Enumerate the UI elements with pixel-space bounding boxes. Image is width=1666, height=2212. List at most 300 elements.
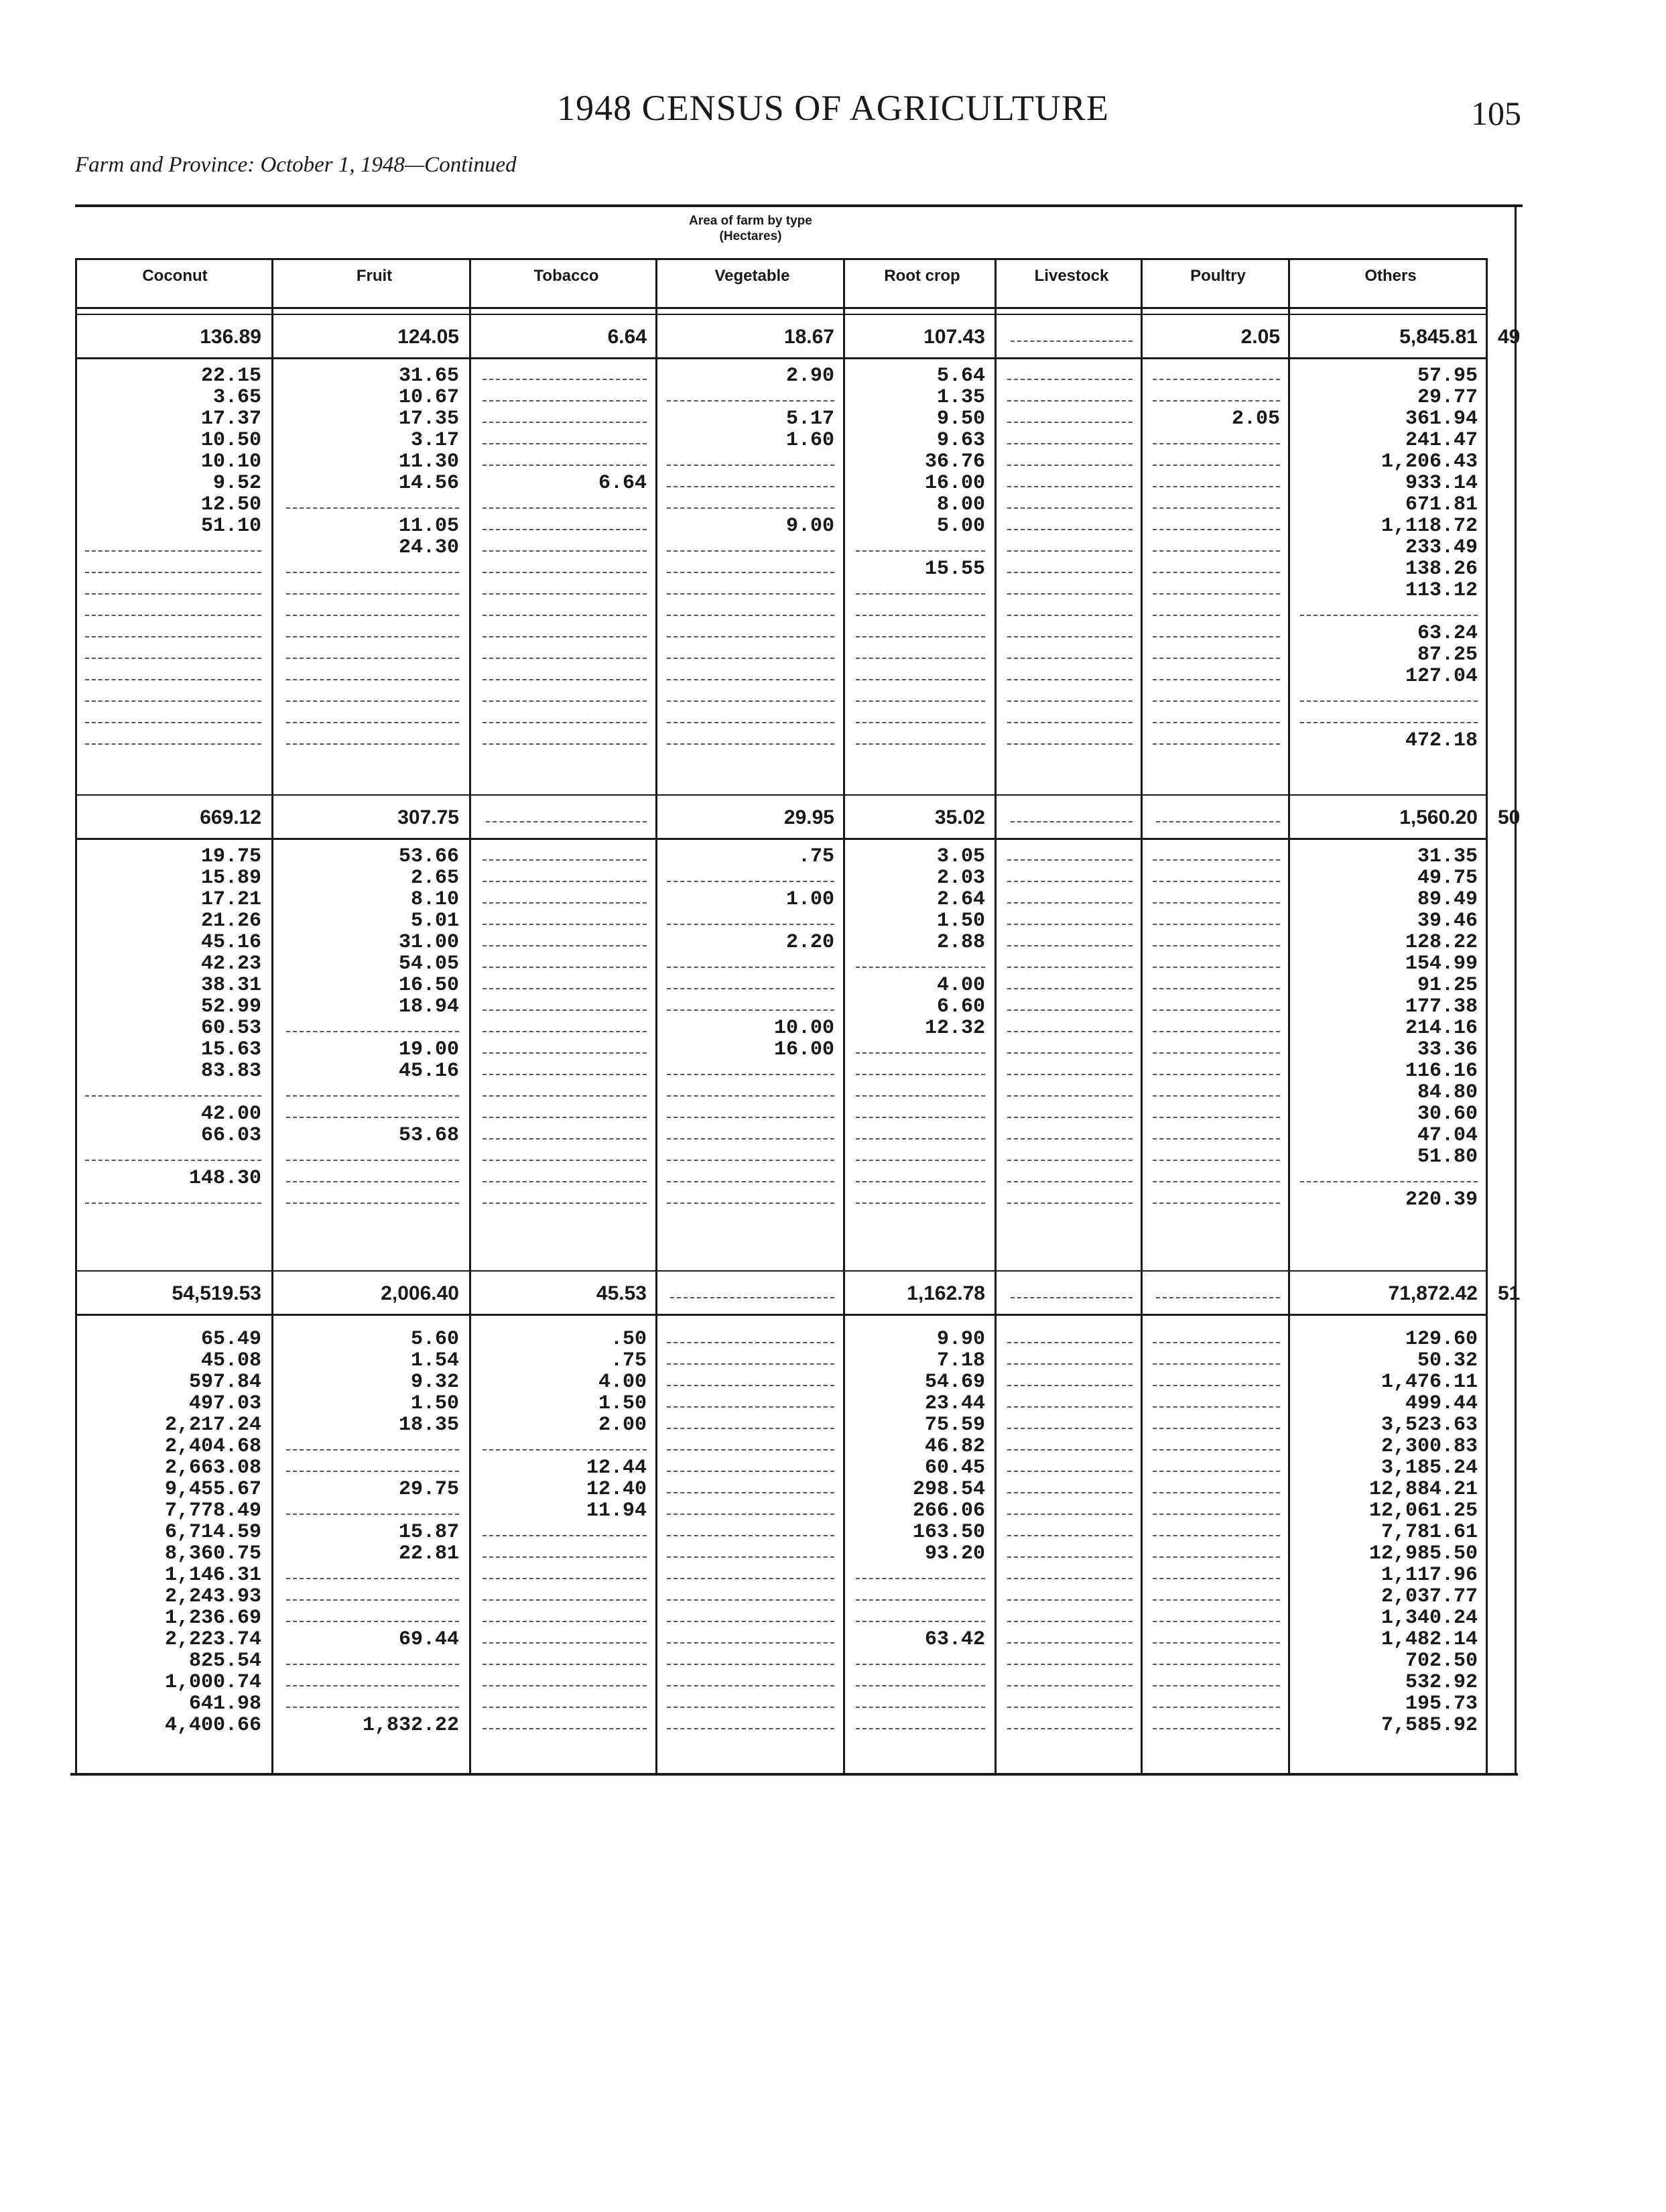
leader-fruit [286,1160,459,1161]
leader-vegetable [667,924,834,925]
section-row-number: 51 [1498,1282,1521,1304]
leader-fruit [286,743,459,745]
leader-fruit [286,1031,459,1032]
leader-vegetable [667,722,834,723]
cell-coconut: 641.98 [188,1693,261,1715]
cell-others: 361.94 [1405,408,1478,430]
leader-livestock [1007,1138,1133,1140]
total-root-crop: 35.02 [934,806,985,828]
cell-others: 3,185.24 [1381,1457,1478,1479]
page-number: 105 [1471,95,1521,132]
leader-livestock [1007,658,1133,659]
leader-poultry [1153,700,1280,702]
leader-tobacco [483,615,647,616]
leader-poultry [1153,1009,1280,1011]
leader-fruit [286,1449,459,1451]
cell-fruit: 1,832.22 [362,1714,459,1737]
leader-poultry [1153,679,1280,680]
leader-root-crop [856,1578,985,1579]
leader-livestock [1007,1664,1133,1665]
leader-vegetable [667,593,834,595]
leader-livestock [1007,1031,1133,1032]
cell-coconut: 65.49 [200,1328,261,1351]
leader-vegetable [667,881,834,882]
cell-others: 113.12 [1405,579,1478,602]
leader-tobacco [483,945,647,946]
cell-others: 1,118.72 [1381,515,1478,538]
cell-vegetable: 10.00 [773,1017,834,1040]
right-margin-rule [1515,204,1517,1773]
cell-fruit: 5.60 [410,1328,459,1351]
cell-others: 220.39 [1405,1188,1478,1211]
leader-tobacco [483,658,647,659]
leader-tobacco [483,1449,647,1451]
cell-others: 50.32 [1417,1349,1478,1372]
leader-poultry [1153,379,1280,380]
cell-coconut: 6,714.59 [164,1521,261,1544]
leader-fruit [286,1514,459,1515]
cell-coconut: 66.03 [200,1124,261,1147]
leader-tobacco [483,1728,647,1729]
cell-fruit: 14.56 [398,472,459,495]
total-tobacco: 6.64 [607,326,647,348]
leader-others [1300,615,1478,616]
cell-root-crop: 60.45 [924,1457,985,1479]
cell-root-crop: 8.00 [936,493,985,516]
cell-coconut: 21.26 [200,910,261,932]
leader-livestock [1007,379,1133,380]
leader-livestock [1007,1685,1133,1686]
leader-tobacco [483,859,647,861]
leader-tobacco [483,881,647,882]
cell-root-crop: 23.44 [924,1392,985,1415]
section-total-rule [75,357,1486,359]
leader-tobacco [483,443,647,444]
cell-others: 7,585.92 [1381,1714,1478,1737]
cell-root-crop: 1.50 [936,910,985,932]
leader-coconut [85,1160,261,1161]
cell-vegetable: 16.00 [773,1038,834,1061]
total-others: 1,560.20 [1399,806,1478,828]
cell-fruit: 5.01 [410,910,459,932]
leader-livestock [1007,1406,1133,1408]
leader-tobacco [483,1203,647,1204]
leader-coconut [85,1095,261,1097]
leader-livestock [1007,1621,1133,1622]
leader-root-crop [856,1095,985,1097]
leader-vegetable [667,1492,834,1493]
cell-coconut: 17.37 [200,408,261,430]
leader-livestock [1007,700,1133,702]
leader-tobacco [483,1009,647,1011]
leader-poultry [1153,881,1280,882]
leader-root-crop [856,1160,985,1161]
leader-poultry [1153,486,1280,487]
leader-poultry [1153,1685,1280,1686]
cell-root-crop: 1.35 [936,386,985,409]
header-bottom-rule [75,307,1486,309]
leader-tobacco [483,572,647,573]
cell-others: 89.49 [1417,888,1478,911]
column-rule [843,258,845,1774]
cell-root-crop: 75.59 [924,1414,985,1436]
cell-tobacco: 12.40 [586,1478,647,1501]
leader-root-crop [856,722,985,723]
leader-tobacco [483,1160,647,1161]
cell-tobacco: 2.00 [598,1414,647,1436]
leader-vegetable [667,1449,834,1451]
leader-vegetable [667,1642,834,1644]
leader-poultry [1153,1095,1280,1097]
leader-livestock [1007,1707,1133,1708]
leader-livestock [1007,1363,1133,1365]
leader-fruit [286,1117,459,1118]
cell-root-crop: 9.63 [936,429,985,452]
leader-livestock [1007,743,1133,745]
cell-others: 33.36 [1417,1038,1478,1061]
leader-root-crop [856,1181,985,1182]
empty-total-livestock [1011,341,1133,342]
column-rule [1486,258,1488,1774]
cell-vegetable: 1.60 [785,429,834,452]
cell-others: 47.04 [1417,1124,1478,1147]
leader-root-crop [856,1728,985,1729]
leader-poultry [1153,636,1280,637]
cell-root-crop: 2.64 [936,888,985,911]
cell-root-crop: 15.55 [924,558,985,580]
leader-vegetable [667,1471,834,1472]
total-coconut: 54,519.53 [172,1282,261,1304]
leader-livestock [1007,486,1133,487]
cell-others: 128.22 [1405,931,1478,954]
leader-poultry [1153,1052,1280,1054]
leader-livestock [1007,1181,1133,1182]
leader-livestock [1007,1095,1133,1097]
leader-vegetable [667,1664,834,1665]
column-header-livestock: Livestock [1034,267,1109,285]
header-rule [75,258,1486,260]
cell-others: 57.95 [1417,365,1478,387]
total-tobacco: 45.53 [596,1282,647,1304]
column-header-vegetable: Vegetable [714,267,790,285]
leader-livestock [1007,902,1133,904]
cell-others: 214.16 [1405,1017,1478,1040]
total-vegetable: 29.95 [783,806,834,828]
cell-others: 195.73 [1405,1693,1478,1715]
cell-fruit: 15.87 [398,1521,459,1544]
cell-vegetable: 5.17 [785,408,834,430]
cell-others: 2,037.77 [1381,1585,1478,1608]
span-header [643,213,858,244]
cell-coconut: 12.50 [200,493,261,516]
leader-poultry [1153,1578,1280,1579]
leader-poultry [1153,1514,1280,1515]
cell-others: 49.75 [1417,867,1478,889]
leader-poultry [1153,529,1280,530]
leader-tobacco [483,379,647,380]
cell-others: 87.25 [1417,643,1478,666]
leader-tobacco [483,593,647,595]
leader-fruit [286,507,459,509]
cell-fruit: 69.44 [398,1628,459,1651]
leader-livestock [1007,1642,1133,1644]
leader-tobacco [483,743,647,745]
leader-root-crop [856,743,985,745]
leader-tobacco [483,902,647,904]
leader-poultry [1153,1471,1280,1472]
cell-coconut: 51.10 [200,515,261,538]
cell-root-crop: 3.05 [936,845,985,868]
cell-coconut: 1,000.74 [164,1671,261,1694]
leader-vegetable [667,1578,834,1579]
cell-vegetable: 1.00 [785,888,834,911]
leader-vegetable [667,1385,834,1386]
section-row-number: 49 [1498,326,1521,348]
leader-tobacco [483,1685,647,1686]
cell-coconut: 42.23 [200,953,261,975]
leader-poultry [1153,572,1280,573]
table-subtitle: Farm and Province: October 1, 1948—Continued [75,153,517,177]
cell-coconut: 52.99 [200,995,261,1018]
cell-root-crop: 12.32 [924,1017,985,1040]
section-top-rule [75,794,1486,796]
cell-fruit: 22.81 [398,1542,459,1565]
leader-poultry [1153,593,1280,595]
cell-root-crop: 2.03 [936,867,985,889]
leader-poultry [1153,859,1280,861]
leader-livestock [1007,1449,1133,1451]
leader-poultry [1153,1449,1280,1451]
leader-coconut [85,700,261,702]
leader-fruit [286,593,459,595]
cell-fruit: 8.10 [410,888,459,911]
leader-vegetable [667,658,834,659]
column-rule [469,258,471,1774]
leader-vegetable [667,1009,834,1011]
cell-coconut: 45.08 [200,1349,261,1372]
leader-livestock [1007,1385,1133,1386]
leader-tobacco [483,1117,647,1118]
empty-total-vegetable [670,1297,834,1298]
leader-livestock [1007,881,1133,882]
cell-tobacco: 11.94 [586,1499,647,1522]
leader-livestock [1007,400,1133,402]
cell-vegetable: .75 [797,845,834,868]
leader-poultry [1153,1556,1280,1558]
leader-vegetable [667,1685,834,1686]
leader-root-crop [856,679,985,680]
leader-vegetable [667,572,834,573]
column-rule [1141,258,1143,1774]
leader-vegetable [667,1363,834,1365]
cell-coconut: 83.83 [200,1060,261,1083]
empty-total-livestock [1011,821,1133,822]
leader-poultry [1153,1074,1280,1075]
table-bottom-rule [70,1773,1518,1776]
leader-vegetable [667,1406,834,1408]
total-others: 5,845.81 [1399,326,1478,348]
column-header-poultry: Poultry [1190,267,1246,285]
leader-fruit [286,1685,459,1686]
leader-poultry [1153,967,1280,968]
cell-vegetable: 2.20 [785,931,834,954]
cell-others: 91.25 [1417,974,1478,997]
cell-tobacco: .50 [610,1328,647,1351]
leader-livestock [1007,1342,1133,1343]
cell-root-crop: 46.82 [924,1435,985,1458]
leader-livestock [1007,593,1133,595]
leader-root-crop [856,593,985,595]
cell-root-crop: 36.76 [924,450,985,473]
leader-fruit [286,1599,459,1601]
leader-poultry [1153,1385,1280,1386]
cell-coconut: 38.31 [200,974,261,997]
cell-coconut: 4,400.66 [164,1714,261,1737]
leader-vegetable [667,967,834,968]
leader-livestock [1007,988,1133,989]
leader-poultry [1153,400,1280,402]
cell-others: 1,476.11 [1381,1371,1478,1394]
leader-root-crop [856,1074,985,1075]
cell-root-crop: 54.69 [924,1371,985,1394]
span-header-title: Area of farm by type [689,214,812,228]
leader-root-crop [856,1203,985,1204]
cell-coconut: 15.63 [200,1038,261,1061]
leader-livestock [1007,1556,1133,1558]
leader-tobacco [483,1052,647,1054]
cell-others: 177.38 [1405,995,1478,1018]
total-coconut: 669.12 [200,806,261,828]
leader-vegetable [667,700,834,702]
leader-root-crop [856,700,985,702]
cell-coconut: 22.15 [200,365,261,387]
cell-root-crop: 163.50 [912,1521,985,1544]
leader-poultry [1153,988,1280,989]
leader-root-crop [856,658,985,659]
leader-fruit [286,572,459,573]
leader-livestock [1007,572,1133,573]
leader-vegetable [667,1535,834,1536]
cell-others: 1,206.43 [1381,450,1478,473]
leader-vegetable [667,679,834,680]
cell-others: 12,061.25 [1368,1499,1478,1522]
cell-root-crop: 93.20 [924,1542,985,1565]
leader-poultry [1153,1406,1280,1408]
table-top-rule [75,204,1523,207]
leader-poultry [1153,1181,1280,1182]
leader-root-crop [856,1052,985,1054]
cell-root-crop: 9.90 [936,1328,985,1351]
cell-fruit: 45.16 [398,1060,459,1083]
leader-poultry [1153,743,1280,745]
leader-poultry [1153,945,1280,946]
column-rule [655,258,657,1774]
leader-livestock [1007,945,1133,946]
cell-others: 1,117.96 [1381,1564,1478,1587]
cell-fruit: 1.54 [410,1349,459,1372]
leader-livestock [1007,1471,1133,1472]
cell-coconut: 1,146.31 [164,1564,261,1587]
leader-vegetable [667,1074,834,1075]
section-total-rule [75,1314,1486,1316]
section-total-rule [75,838,1486,840]
leader-livestock [1007,1117,1133,1118]
leader-livestock [1007,1514,1133,1515]
leader-poultry [1153,1621,1280,1622]
cell-coconut: 2,243.93 [164,1585,261,1608]
cell-root-crop: 7.18 [936,1349,985,1372]
leader-tobacco [483,1621,647,1622]
section-top-rule [75,1270,1486,1272]
empty-total-tobacco [486,821,647,822]
leader-tobacco [483,679,647,680]
leader-fruit [286,1578,459,1579]
cell-fruit: 17.35 [398,408,459,430]
leader-tobacco [483,1556,647,1558]
leader-livestock [1007,1728,1133,1729]
leader-livestock [1007,1009,1133,1011]
cell-root-crop: 4.00 [936,974,985,997]
leader-vegetable [667,636,834,637]
leader-root-crop [856,1621,985,1622]
cell-others: 39.46 [1417,910,1478,932]
leader-others [1300,1181,1478,1182]
cell-fruit: 1.50 [410,1392,459,1415]
total-fruit: 307.75 [397,806,459,828]
leader-coconut [85,658,261,659]
cell-coconut: 42.00 [200,1103,261,1125]
leader-livestock [1007,967,1133,968]
cell-others: 51.80 [1417,1146,1478,1168]
cell-fruit: 9.32 [410,1371,459,1394]
leader-livestock [1007,529,1133,530]
cell-others: 7,781.61 [1381,1521,1478,1544]
cell-fruit: 53.68 [398,1124,459,1147]
cell-coconut: 19.75 [200,845,261,868]
cell-others: 12,884.21 [1368,1478,1478,1501]
cell-fruit: 18.94 [398,995,459,1018]
cell-others: 1,482.14 [1381,1628,1478,1651]
cell-others: 241.47 [1405,429,1478,452]
leader-tobacco [483,1031,647,1032]
leader-vegetable [667,486,834,487]
cell-others: 933.14 [1405,472,1478,495]
cell-fruit: 54.05 [398,953,459,975]
cell-tobacco: 6.64 [598,472,647,495]
leader-livestock [1007,924,1133,925]
cell-coconut: 497.03 [188,1392,261,1415]
cell-others: 129.60 [1405,1328,1478,1351]
leader-coconut [85,572,261,573]
leader-livestock [1007,465,1133,466]
cell-vegetable: 9.00 [785,515,834,538]
section-row-number: 50 [1498,806,1521,828]
cell-poultry: 2.05 [1231,408,1280,430]
leader-fruit [286,615,459,616]
leader-poultry [1153,722,1280,723]
leader-poultry [1153,658,1280,659]
leader-poultry [1153,1203,1280,1204]
leader-vegetable [667,1181,834,1182]
leader-poultry [1153,550,1280,552]
total-coconut: 136.89 [200,326,261,348]
leader-livestock [1007,615,1133,616]
cell-root-crop: 2.88 [936,931,985,954]
leader-tobacco [483,507,647,509]
cell-coconut: 15.89 [200,867,261,889]
total-fruit: 2,006.40 [381,1282,459,1304]
page-title: 1948 CENSUS OF AGRICULTURE [557,88,1109,128]
